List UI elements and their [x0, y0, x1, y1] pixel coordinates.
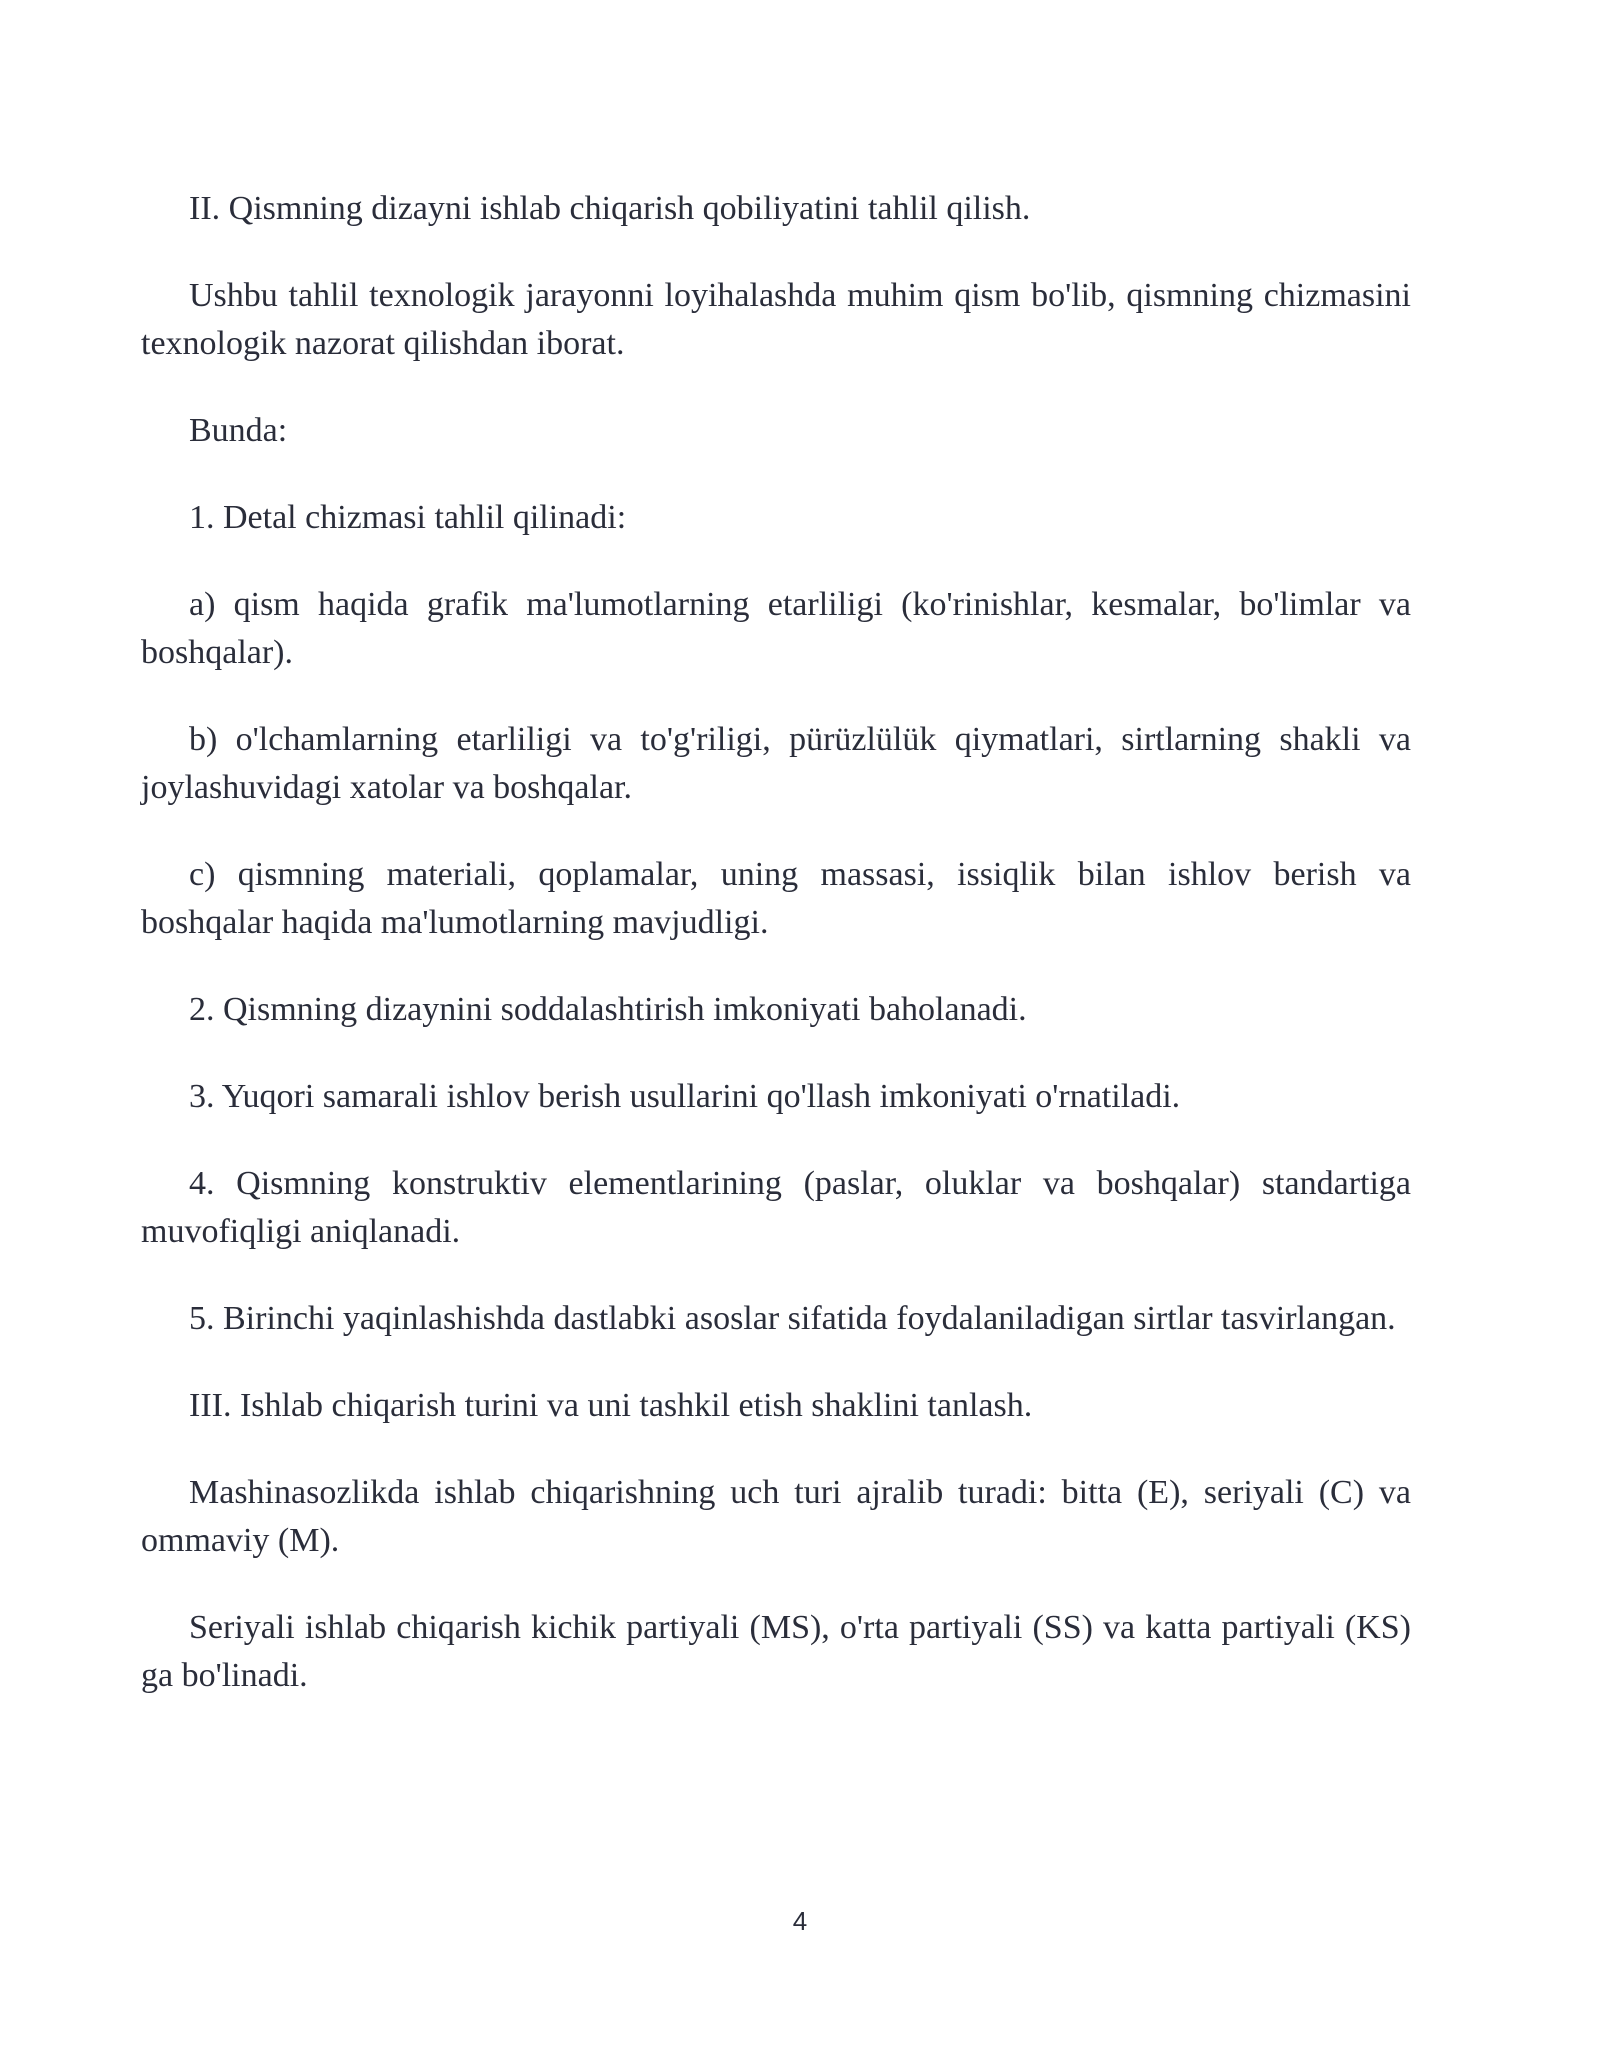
body-paragraph: Ushbu tahlil texnologik jarayonni loyihalashda muhim qism bo'lib, qismning chizmasini texnologik nazorat qilishdan iborat. [141, 277, 1411, 362]
list-item: 5. Birinchi yaqinlashishda dastlabki asoslar sifatida foydalaniladigan sirtlar tasvirlangan. [189, 1300, 1396, 1337]
body-paragraph: Bunda: [189, 412, 288, 449]
body-paragraph: Seriyali ishlab chiqarish kichik partiyali (MS), o'rta partiyali (SS) va katta partiyali (KS) ga bo'linadi. [141, 1609, 1411, 1694]
list-subitem: b) o'lchamlarning etarliligi va to'g'riligi, pürüzlülük qiymatlari, sirtlarning shakli va joylashuvidagi xatolar va boshqalar. [141, 721, 1411, 806]
list-item: 1. Detal chizmasi tahlil qilinadi: [189, 499, 627, 536]
document-body [141, 185, 1411, 1739]
list-item: 3. Yuqori samarali ishlov berish usullarini qo'llash imkoniyati o'rnatiladi. [189, 1078, 1181, 1115]
list-subitem: c) qismning materiali, qoplamalar, uning massasi, issiqlik bilan ishlov berish va boshqalar haqida ma'lumotlarning mavjudligi. [141, 856, 1411, 941]
list-subitem: a) qism haqida grafik ma'lumotlarning etarliligi (ko'rinishlar, kesmalar, bo'limlar va boshqalar). [141, 586, 1411, 671]
body-paragraph: Mashinasozlikda ishlab chiqarishning uch turi ajralib turadi: bitta (E), seriyali (C) va ommaviy (M). [141, 1474, 1411, 1559]
list-item: 4. Qismning konstruktiv elementlarining (paslar, oluklar va boshqalar) standartiga muvofiqligi aniqlanadi. [141, 1165, 1411, 1250]
list-item: 2. Qismning dizaynini soddalashtirish imkoniyati baholanadi. [189, 991, 1027, 1028]
section-heading-ii: II. Qismning dizayni ishlab chiqarish qobiliyatini tahlil qilish. [189, 190, 1031, 227]
page-number: 4 [792, 1906, 808, 1936]
section-heading-iii: III. Ishlab chiqarish turini va uni tashkil etish shaklini tanlash. [189, 1387, 1033, 1424]
